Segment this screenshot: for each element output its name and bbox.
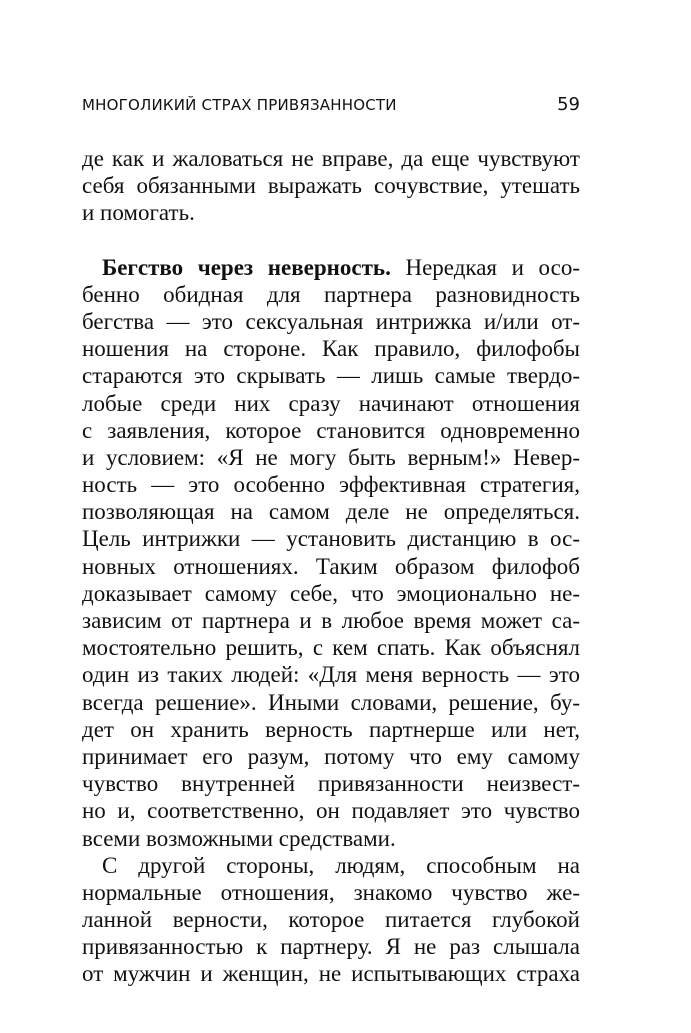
- text-line: новных отношениях. Таким образом филофоб: [82, 553, 580, 579]
- text-line: всеми возможными средствами.: [82, 825, 396, 851]
- text-line: мостоятельно решить, с кем спать. Как объяснял: [82, 635, 580, 661]
- text-line: де как и жаловаться не вправе, да еще чувствуют: [82, 146, 580, 171]
- text-line: С другой стороны, людям, способным на: [102, 852, 580, 878]
- text-line: себя обязанными выражать сочувствие, утешать: [82, 173, 580, 199]
- text-line: доказывает самому себе, что эмоционально не-: [82, 580, 580, 606]
- text-line: позволяющая на самом деле не определяться.: [82, 499, 580, 525]
- text-line: ланной верности, которое питается глубокой: [82, 907, 580, 933]
- paragraph-other-side: [82, 852, 580, 988]
- text-line: от мужчин и женщин, не испытывающих страха: [82, 961, 580, 987]
- text-line: дет он хранить верность партнерше или нет,: [82, 716, 580, 742]
- text-line: стараются это скрывать — лишь самые твердо-: [82, 363, 580, 389]
- text-line: нормальные отношения, знакомо чувство же-: [82, 879, 580, 905]
- running-title: МНОГОЛИКИЙ СТРАХ ПРИВЯЗАННОСТИ: [82, 96, 397, 114]
- section-gap: [82, 227, 580, 254]
- text-line: лобые среди них сразу начинают отношения: [82, 390, 580, 416]
- body-text: [82, 145, 580, 988]
- text-line: принимает его разум, потому что ему самому: [82, 743, 580, 769]
- text-line: один из таких людей: «Для меня верность — это: [82, 662, 580, 688]
- paragraph-infidelity: [82, 254, 580, 852]
- run-in-heading: Бегство через неверность.: [102, 254, 391, 280]
- running-head: [82, 94, 580, 118]
- text-line: бенно обидная для партнера разновидность: [82, 281, 580, 307]
- text-line: и условием: «Я не могу быть верным!» Невер-: [82, 444, 580, 470]
- text-line: привязанностью к партнеру. Я не раз слышала: [82, 934, 580, 960]
- text-line: бегства — это сексуальная интрижка и/или от-: [82, 308, 580, 334]
- page-number: 59: [557, 94, 580, 115]
- text-line: Цель интрижки — установить дистанцию в ос-: [82, 526, 580, 552]
- text-line: зависим от партнера и в любое время может са-: [82, 608, 580, 633]
- text-line: с заявления, которое становится одновременно: [82, 417, 580, 443]
- paragraph-continuation: [82, 145, 580, 227]
- text-line: и помогать.: [82, 200, 195, 226]
- text-run: Нередкая и осо-: [405, 254, 580, 280]
- text-line: чувство внутренней привязанности неизвест-: [82, 771, 580, 797]
- text-line: всегда решение». Иными словами, решение, бу-: [82, 689, 580, 715]
- text-line: [82, 254, 580, 281]
- text-line: ношения на стороне. Как правило, филофобы: [82, 336, 580, 362]
- text-line: ность — это особенно эффективная стратегия,: [82, 472, 580, 498]
- text-line: но и, соответственно, он подавляет это чувство: [82, 798, 580, 824]
